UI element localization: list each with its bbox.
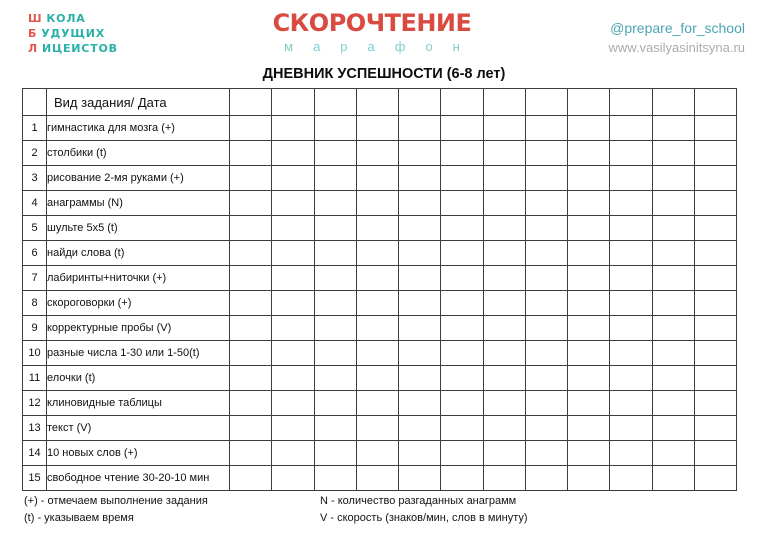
date-cell xyxy=(568,166,610,191)
date-cell xyxy=(483,416,525,441)
legend xyxy=(24,493,744,527)
date-cell xyxy=(230,441,272,466)
date-cell xyxy=(314,366,356,391)
date-cell xyxy=(525,266,567,291)
date-cell xyxy=(694,316,736,341)
row-number: 3 xyxy=(23,166,47,191)
task-label: разные числа 1-30 или 1-50(t) xyxy=(47,341,230,366)
date-cell xyxy=(483,366,525,391)
date-cell xyxy=(694,366,736,391)
date-cell xyxy=(356,441,398,466)
date-cell xyxy=(525,241,567,266)
date-cell xyxy=(610,391,652,416)
date-cell xyxy=(399,341,441,366)
date-cell xyxy=(272,116,314,141)
date-header-cell xyxy=(610,89,652,116)
date-cell xyxy=(525,191,567,216)
row-number: 5 xyxy=(23,216,47,241)
date-cell xyxy=(610,191,652,216)
table-row xyxy=(23,316,737,341)
date-cell xyxy=(441,391,483,416)
date-cell xyxy=(652,466,694,491)
date-cell xyxy=(356,291,398,316)
date-cell xyxy=(483,141,525,166)
date-cell xyxy=(399,291,441,316)
date-cell xyxy=(441,241,483,266)
date-cell xyxy=(356,416,398,441)
date-cell xyxy=(652,316,694,341)
date-cell xyxy=(356,391,398,416)
date-cell xyxy=(694,141,736,166)
date-cell xyxy=(652,241,694,266)
date-cell xyxy=(483,466,525,491)
date-cell xyxy=(525,391,567,416)
date-cell xyxy=(483,191,525,216)
task-date-header: Вид задания/ Дата xyxy=(47,89,230,116)
date-cell xyxy=(694,266,736,291)
row-number: 10 xyxy=(23,341,47,366)
date-cell xyxy=(483,441,525,466)
date-cell xyxy=(525,166,567,191)
date-cell xyxy=(483,241,525,266)
row-number: 2 xyxy=(23,141,47,166)
date-cell xyxy=(356,366,398,391)
date-cell xyxy=(652,216,694,241)
date-cell xyxy=(441,441,483,466)
date-cell xyxy=(694,391,736,416)
date-cell xyxy=(652,341,694,366)
logo-initial: Ш xyxy=(28,12,43,25)
date-cell xyxy=(314,216,356,241)
date-cell xyxy=(272,316,314,341)
date-header-cell xyxy=(399,89,441,116)
date-cell xyxy=(399,441,441,466)
logo-rest: КОЛА xyxy=(46,12,86,25)
date-cell xyxy=(610,141,652,166)
date-header-cell xyxy=(230,89,272,116)
date-cell xyxy=(314,466,356,491)
date-cell xyxy=(314,316,356,341)
date-cell xyxy=(441,291,483,316)
date-cell xyxy=(483,166,525,191)
contacts-block xyxy=(608,20,745,55)
date-cell xyxy=(399,366,441,391)
date-cell xyxy=(652,441,694,466)
task-label: анаграммы (N) xyxy=(47,191,230,216)
date-cell xyxy=(610,416,652,441)
date-cell xyxy=(525,316,567,341)
date-cell xyxy=(610,366,652,391)
date-header-cell xyxy=(356,89,398,116)
date-cell xyxy=(568,141,610,166)
date-cell xyxy=(314,391,356,416)
date-cell xyxy=(568,116,610,141)
logo-rest: УДУЩИХ xyxy=(41,27,106,40)
table-row xyxy=(23,466,737,491)
date-cell xyxy=(314,441,356,466)
table-row xyxy=(23,266,737,291)
task-label: скороговорки (+) xyxy=(47,291,230,316)
date-cell xyxy=(610,241,652,266)
date-cell xyxy=(272,241,314,266)
date-cell xyxy=(610,291,652,316)
date-cell xyxy=(441,466,483,491)
date-cell xyxy=(230,241,272,266)
date-header-cell xyxy=(314,89,356,116)
date-header-cell xyxy=(652,89,694,116)
table-row xyxy=(23,366,737,391)
date-cell xyxy=(314,341,356,366)
date-cell xyxy=(356,266,398,291)
date-cell xyxy=(568,316,610,341)
date-cell xyxy=(399,466,441,491)
date-cell xyxy=(399,316,441,341)
date-header-cell xyxy=(483,89,525,116)
table-row xyxy=(23,291,737,316)
date-cell xyxy=(483,266,525,291)
date-header-cell xyxy=(568,89,610,116)
date-cell xyxy=(694,116,736,141)
date-cell xyxy=(272,366,314,391)
date-cell xyxy=(694,416,736,441)
date-cell xyxy=(568,366,610,391)
date-cell xyxy=(568,191,610,216)
task-label: столбики (t) xyxy=(47,141,230,166)
task-label: 10 новых слов (+) xyxy=(47,441,230,466)
row-number: 1 xyxy=(23,116,47,141)
date-cell xyxy=(441,191,483,216)
date-cell xyxy=(314,416,356,441)
date-cell xyxy=(610,216,652,241)
date-cell xyxy=(441,316,483,341)
date-cell xyxy=(314,241,356,266)
table-row xyxy=(23,216,737,241)
date-cell xyxy=(694,191,736,216)
date-cell xyxy=(568,216,610,241)
table-header-row xyxy=(23,89,737,116)
date-cell xyxy=(652,166,694,191)
legend-item: V - скорость (знаков/мин, слов в минуту) xyxy=(320,512,528,524)
date-cell xyxy=(610,341,652,366)
date-cell xyxy=(610,166,652,191)
row-number: 14 xyxy=(23,441,47,466)
date-cell xyxy=(441,116,483,141)
date-cell xyxy=(230,391,272,416)
table-row xyxy=(23,116,737,141)
date-cell xyxy=(652,141,694,166)
date-cell xyxy=(694,241,736,266)
date-cell xyxy=(441,166,483,191)
date-cell xyxy=(525,416,567,441)
date-cell xyxy=(314,166,356,191)
date-cell xyxy=(568,266,610,291)
date-cell xyxy=(568,466,610,491)
date-cell xyxy=(568,241,610,266)
date-cell xyxy=(399,391,441,416)
row-number: 8 xyxy=(23,291,47,316)
date-header-cell xyxy=(272,89,314,116)
table-row xyxy=(23,391,737,416)
date-cell xyxy=(694,166,736,191)
date-cell xyxy=(356,341,398,366)
brand-subtitle: марафон xyxy=(284,39,480,54)
date-cell xyxy=(230,416,272,441)
task-label: текст (V) xyxy=(47,416,230,441)
date-cell xyxy=(483,216,525,241)
date-cell xyxy=(441,416,483,441)
date-cell xyxy=(356,166,398,191)
row-number: 9 xyxy=(23,316,47,341)
date-cell xyxy=(525,441,567,466)
task-label: свободное чтение 30-20-10 мин xyxy=(47,466,230,491)
date-cell xyxy=(610,316,652,341)
date-cell xyxy=(694,216,736,241)
date-cell xyxy=(694,291,736,316)
date-header-cell xyxy=(525,89,567,116)
date-cell xyxy=(230,366,272,391)
date-cell xyxy=(230,216,272,241)
date-cell xyxy=(272,341,314,366)
task-label: шульте 5х5 (t) xyxy=(47,216,230,241)
date-cell xyxy=(230,266,272,291)
date-cell xyxy=(610,266,652,291)
date-cell xyxy=(356,241,398,266)
date-cell xyxy=(399,416,441,441)
date-cell xyxy=(525,366,567,391)
date-cell xyxy=(272,216,314,241)
date-cell xyxy=(272,391,314,416)
logo-initial: Б xyxy=(28,27,38,40)
date-cell xyxy=(652,416,694,441)
date-cell xyxy=(652,116,694,141)
date-cell xyxy=(610,441,652,466)
date-cell xyxy=(399,191,441,216)
date-cell xyxy=(356,191,398,216)
row-number: 6 xyxy=(23,241,47,266)
date-cell xyxy=(272,191,314,216)
date-cell xyxy=(568,416,610,441)
date-cell xyxy=(399,166,441,191)
task-label: найди слова (t) xyxy=(47,241,230,266)
date-cell xyxy=(356,316,398,341)
date-cell xyxy=(272,266,314,291)
date-cell xyxy=(441,341,483,366)
date-cell xyxy=(399,216,441,241)
date-cell xyxy=(568,341,610,366)
date-cell xyxy=(272,441,314,466)
number-header-cell xyxy=(23,89,47,116)
date-cell xyxy=(314,116,356,141)
date-cell xyxy=(230,141,272,166)
logo-initial: Л xyxy=(28,42,38,55)
date-cell xyxy=(652,291,694,316)
date-cell xyxy=(483,341,525,366)
date-cell xyxy=(441,141,483,166)
date-header-cell xyxy=(694,89,736,116)
date-cell xyxy=(568,391,610,416)
date-cell xyxy=(652,391,694,416)
date-cell xyxy=(525,466,567,491)
task-label: гимнастика для мозга (+) xyxy=(47,116,230,141)
date-cell xyxy=(314,266,356,291)
row-number: 4 xyxy=(23,191,47,216)
date-cell xyxy=(230,291,272,316)
page-title: ДНЕВНИК УСПЕШНОСТИ (6-8 лет) xyxy=(262,66,506,82)
date-cell xyxy=(652,266,694,291)
date-cell xyxy=(610,116,652,141)
date-cell xyxy=(525,291,567,316)
date-cell xyxy=(230,191,272,216)
date-cell xyxy=(525,216,567,241)
date-cell xyxy=(652,191,694,216)
legend-item: (+) - отмечаем выполнение задания xyxy=(24,495,208,507)
date-cell xyxy=(399,116,441,141)
date-cell xyxy=(441,266,483,291)
legend-item: N - количество разгаданных анаграмм xyxy=(320,495,517,507)
date-cell xyxy=(483,391,525,416)
date-cell xyxy=(230,341,272,366)
task-label: клиновидные таблицы xyxy=(47,391,230,416)
table-row xyxy=(23,441,737,466)
date-cell xyxy=(441,216,483,241)
legend-item: (t) - указываем время xyxy=(24,512,134,524)
date-cell xyxy=(441,366,483,391)
table-row xyxy=(23,341,737,366)
date-cell xyxy=(694,441,736,466)
date-cell xyxy=(272,166,314,191)
date-cell xyxy=(568,441,610,466)
row-number: 13 xyxy=(23,416,47,441)
table-row xyxy=(23,241,737,266)
date-cell xyxy=(272,416,314,441)
table-row xyxy=(23,141,737,166)
success-table xyxy=(22,88,737,491)
date-cell xyxy=(356,216,398,241)
date-cell xyxy=(356,141,398,166)
date-cell xyxy=(272,141,314,166)
brand-title: СКОРОЧТЕНИЕ xyxy=(272,9,472,37)
date-cell xyxy=(230,466,272,491)
date-cell xyxy=(525,116,567,141)
date-cell xyxy=(314,141,356,166)
task-label: рисование 2-мя руками (+) xyxy=(47,166,230,191)
row-number: 12 xyxy=(23,391,47,416)
date-cell xyxy=(610,466,652,491)
date-cell xyxy=(483,316,525,341)
date-cell xyxy=(483,291,525,316)
date-cell xyxy=(314,191,356,216)
date-cell xyxy=(399,141,441,166)
date-cell xyxy=(694,466,736,491)
date-cell xyxy=(356,466,398,491)
date-cell xyxy=(483,116,525,141)
task-label: лабиринты+ниточки (+) xyxy=(47,266,230,291)
legend-right-column xyxy=(320,493,528,527)
date-cell xyxy=(272,466,314,491)
date-cell xyxy=(525,341,567,366)
website-url: www.vasilyasinitsyna.ru xyxy=(608,40,745,55)
task-label: елочки (t) xyxy=(47,366,230,391)
date-cell xyxy=(399,266,441,291)
date-cell xyxy=(652,366,694,391)
date-cell xyxy=(525,141,567,166)
date-cell xyxy=(230,166,272,191)
date-cell xyxy=(568,291,610,316)
date-cell xyxy=(230,116,272,141)
instagram-handle: @prepare_for_school xyxy=(610,20,745,36)
date-header-cell xyxy=(441,89,483,116)
task-label: корректурные пробы (V) xyxy=(47,316,230,341)
row-number: 15 xyxy=(23,466,47,491)
logo-rest: ИЦЕИСТОВ xyxy=(41,42,118,55)
table-row xyxy=(23,166,737,191)
date-cell xyxy=(230,316,272,341)
row-number: 11 xyxy=(23,366,47,391)
table-row xyxy=(23,191,737,216)
row-number: 7 xyxy=(23,266,47,291)
date-cell xyxy=(399,241,441,266)
date-cell xyxy=(272,291,314,316)
date-cell xyxy=(314,291,356,316)
date-cell xyxy=(694,341,736,366)
date-cell xyxy=(356,116,398,141)
table-row xyxy=(23,416,737,441)
